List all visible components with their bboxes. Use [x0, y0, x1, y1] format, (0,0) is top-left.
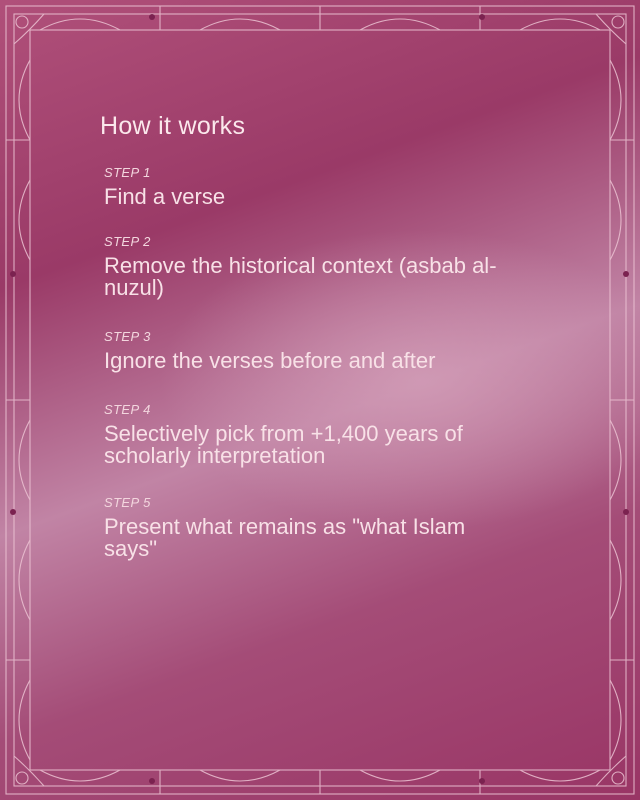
- step-text: Find a verse: [104, 184, 226, 209]
- step-label: STEP 2: [104, 234, 151, 249]
- step-3: [104, 329, 520, 372]
- step-label: STEP 4: [104, 402, 151, 417]
- step-1: [104, 165, 520, 208]
- ornament-dot: [149, 14, 155, 20]
- ornament-dot: [10, 271, 16, 277]
- steps-content: [100, 112, 520, 560]
- ornament-dot: [623, 509, 629, 515]
- step-label: STEP 5: [104, 495, 151, 510]
- page-title: How it works: [100, 112, 246, 140]
- step-label: STEP 3: [104, 329, 151, 344]
- step-text: Present what remains as "what Islam says": [104, 514, 466, 561]
- step-2: [104, 234, 520, 299]
- ornament-dot: [623, 271, 629, 277]
- ornament-dot: [10, 509, 16, 515]
- step-text: Ignore the verses before and after: [104, 348, 436, 373]
- step-label: STEP 1: [104, 165, 151, 180]
- step-text: Remove the historical context (asbab al-nuzul): [104, 253, 497, 300]
- ornament-dot: [479, 778, 485, 784]
- step-4: [104, 402, 520, 467]
- step-text: Selectively pick from +1,400 years of scholarly interpretation: [104, 421, 463, 468]
- ornament-dot: [479, 14, 485, 20]
- step-5: [104, 495, 520, 560]
- ornament-dot: [149, 778, 155, 784]
